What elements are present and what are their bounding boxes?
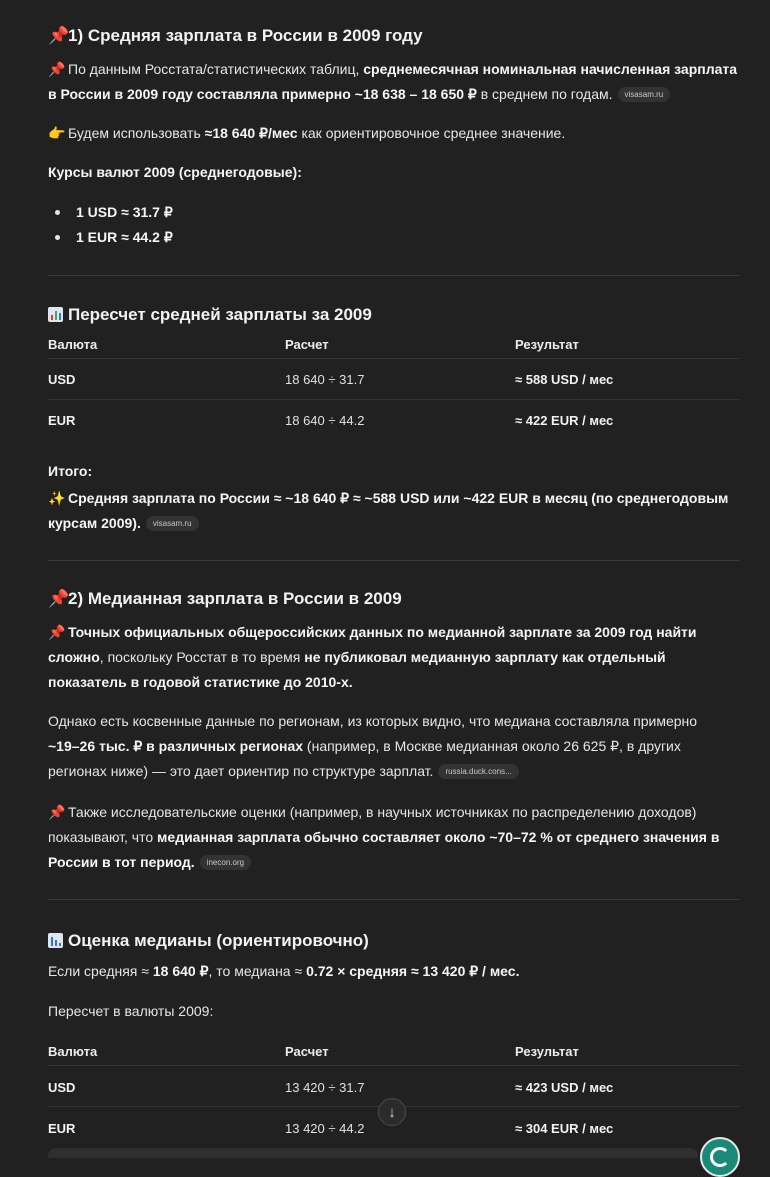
row-divider [48, 1065, 739, 1066]
summary-label: Итого: [48, 463, 93, 479]
table-cell: EUR [48, 413, 76, 428]
table-header: Расчет [285, 1044, 329, 1059]
source-chip[interactable]: visasam.ru [146, 516, 199, 531]
arrow-down-icon: ↓ [388, 1104, 396, 1121]
table-header: Расчет [285, 337, 329, 352]
sparkles-icon: ✨ [48, 490, 66, 506]
table-cell: ≈ 588 USD / мес [515, 372, 614, 387]
table-header: Результат [515, 1044, 579, 1059]
rates-title: Курсы валют 2009 (среднегодовые): [48, 164, 302, 180]
assistant-fab-button[interactable] [700, 1137, 740, 1177]
chart-decreasing-icon [48, 933, 63, 948]
pushpin-icon: 📌 [48, 61, 66, 77]
table-cell: ≈ 423 USD / мес [515, 1080, 614, 1095]
heading-text: 1) Средняя зарплата в России в 2009 году [68, 26, 423, 45]
table-cell: 13 420 ÷ 31.7 [285, 1080, 365, 1095]
pushpin-icon: 📌 [48, 589, 70, 608]
divider [48, 899, 739, 900]
summary-text: ✨ Средняя зарплата по России ≈ ~18 640 ₽ ≈ ~588 USD или ~422 EUR в месяц (по среднегодовым курсам 2009). visasam.ru [48, 486, 739, 536]
source-chip[interactable]: inecon.org [200, 855, 251, 870]
table-cell: USD [48, 372, 76, 387]
composer-bar[interactable] [48, 1148, 698, 1158]
paragraph: 📌 Также исследовательские оценки (например, в научных источниках по распределению доходов) показывают, что медианная зарплата обычно составляет около ~70–72 % от среднего значения в России в тот период. inecon.org [48, 800, 739, 875]
section-heading [48, 26, 423, 46]
pointing-hand-icon: 👉 [48, 125, 66, 141]
scroll-down-button[interactable] [378, 1098, 406, 1126]
divider [48, 560, 739, 561]
table-cell: 18 640 ÷ 31.7 [285, 372, 365, 387]
bullet [55, 235, 60, 240]
table-cell: USD [48, 1080, 76, 1095]
pushpin-icon: 📌 [48, 804, 66, 820]
row-divider [48, 358, 739, 359]
formula-text: Если средняя ≈ 18 640 ₽, то медиана ≈ 0.72 × средняя ≈ 13 420 ₽ / мес. [48, 963, 520, 979]
table-cell: 18 640 ÷ 44.2 [285, 413, 365, 428]
bullet [55, 210, 60, 215]
table-cell: 13 420 ÷ 44.2 [285, 1121, 365, 1136]
bar-chart-icon [48, 307, 63, 322]
divider [48, 275, 739, 276]
source-chip[interactable]: russia.duck.cons... [438, 764, 518, 779]
paragraph: 📌 Точных официальных общероссийских данных по медианной зарплате за 2009 год найти сложно, поскольку Росстат в то время не публиковал медианную зарплату как отдельный показатель в годовой статистике до 2010-х. [48, 620, 739, 695]
paragraph: 👉 Будем использовать ≈18 640 ₽/мес как ориентировочное среднее значение. [48, 121, 565, 146]
table-header: Валюта [48, 337, 98, 352]
paragraph: Однако есть косвенные данные по регионам, из которых видно, что медиана составляла примерно ~19–26 тыс. ₽ в различных регионах (например, в Москве медианная около 26 625 ₽, в других регионах ниже) — это дает ориентир по структуре зарплат. russia.duck.cons... [48, 713, 698, 779]
row-divider [48, 399, 739, 400]
table-heading: Пересчет средней зарплаты за 2009 [48, 305, 372, 325]
list-item: 1 USD ≈ 31.7 ₽ [76, 204, 173, 220]
pushpin-icon: 📌 [48, 624, 66, 640]
table-header: Результат [515, 337, 579, 352]
table-cell: ≈ 422 EUR / мес [515, 413, 614, 428]
pushpin-icon: 📌 [48, 26, 70, 45]
table-cell: ≈ 304 EUR / мес [515, 1121, 614, 1136]
table-cell: EUR [48, 1121, 76, 1136]
list-item: 1 EUR ≈ 44.2 ₽ [76, 229, 173, 245]
table-header: Валюта [48, 1044, 98, 1059]
table-heading: Оценка медианы (ориентировочно) [48, 931, 369, 951]
subtitle: Пересчет в валюты 2009: [48, 1003, 214, 1019]
section-heading: 📌2) Медианная зарплата в России в 2009 [48, 589, 402, 608]
paragraph: 📌 По данным Росстата/статистических таблиц, среднемесячная номинальная начисленная зарплата в России в 2009 году составляла примерно ~18 638 – 18 650 ₽ в среднем по годам. visasam.ru [48, 57, 739, 107]
source-chip[interactable]: visasam.ru [618, 87, 671, 102]
